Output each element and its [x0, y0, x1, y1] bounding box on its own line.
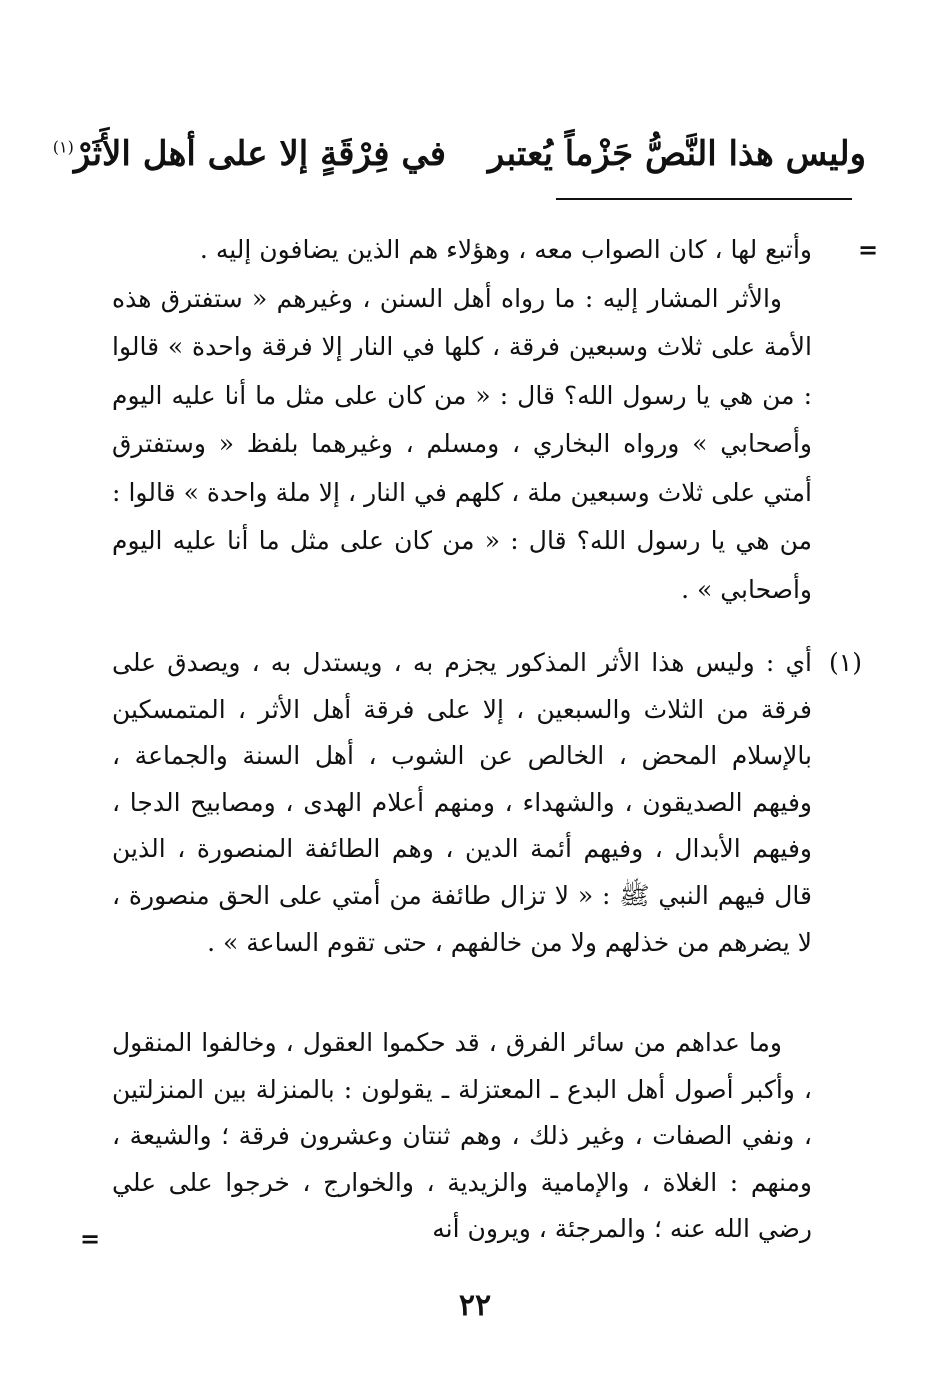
footnote-continuation [112, 1020, 812, 1253]
footnote-block [112, 640, 862, 966]
page-number: ٢٢ [458, 1288, 492, 1323]
continuation-mark-bottom: = [80, 1224, 101, 1253]
footnote-paragraph-2: وما عداهم من سائر الفرق ، قد حكموا العقول ، وخالفوا المنقول ، وأكبر أصول أهل البدع ـ المعتزلة ـ يقولون : بالمنزلة بين المنزلتين ، ونفي الصفات ، وغير ذلك ، وهم ثنتان وعشرون فرقة ؛ والشيعة ، ومنهم : الغلاة ، والإمامية والزيدية ، والخوارج ، خرجوا على علي رضي الله عنه ؛ والمرجئة ، ويرون أنه [112, 1028, 812, 1244]
verse-line [52, 126, 866, 196]
verse-hemistich-first: وليس هذا النَّصُّ جَزْماً يُعتبر [487, 134, 866, 174]
commentary-continued-line: وأتبع لها ، كان الصواب معه ، وهؤلاء هم الذين يضافون إليه . [199, 235, 812, 264]
verse-hemistich-second [53, 134, 446, 174]
verse-divider-line [556, 198, 852, 200]
footnote-number: (١) [829, 648, 862, 677]
verse-hemistich-second-text: في فِرْقَةٍ إلا على أهل الأَثَرْ [73, 134, 446, 174]
footnote-paragraph-1: أي : وليس هذا الأثر المذكور يجزم به ، ويستدل به ، ويصدق على فرقة من الثلاث والسبعين ، إلا على فرقة أهل الأثر ، المتمسكين بالإسلام المحض ، الخالص عن الشوب ، أهل السنة والجماعة ، وفيهم الصديقون ، والشهداء ، ومنهم أعلام الهدى ، ومصابيح الدجا ، وفيهم الأبدال ، وفيهم أئمة الدين ، وهم الطائفة المنصورة ، الذين قال فيهم النبي ﷺ : « لا تزال طائفة من أمتي على الحق منصورة ، لا يضرهم من خذلهم ولا من خالفهم ، حتى تقوم الساعة » . [112, 648, 812, 957]
footnote-reference: (١) [52, 137, 74, 157]
main-commentary [112, 226, 812, 614]
commentary-paragraph: والأثر المشار إليه : ما رواه أهل السنن ، وغيرهم « ستفترق هذه الأمة على ثلاث وسبعين فرقة ، كلها في النار إلا فرقة واحدة » قالوا : من هي يا رسول الله؟ قال : « من كان على مثل ما أنا عليه اليوم وأصحابي » ورواه البخاري ، ومسلم ، وغيرهما بلفظ « وستفترق أمتي على ثلاث وسبعين ملة ، كلهم في النار ، إلا ملة واحدة » قالوا : من هي يا رسول الله؟ قال : « من كان على مثل ما أنا عليه اليوم وأصحابي » . [112, 283, 812, 604]
continuation-mark-top: = [858, 235, 879, 264]
